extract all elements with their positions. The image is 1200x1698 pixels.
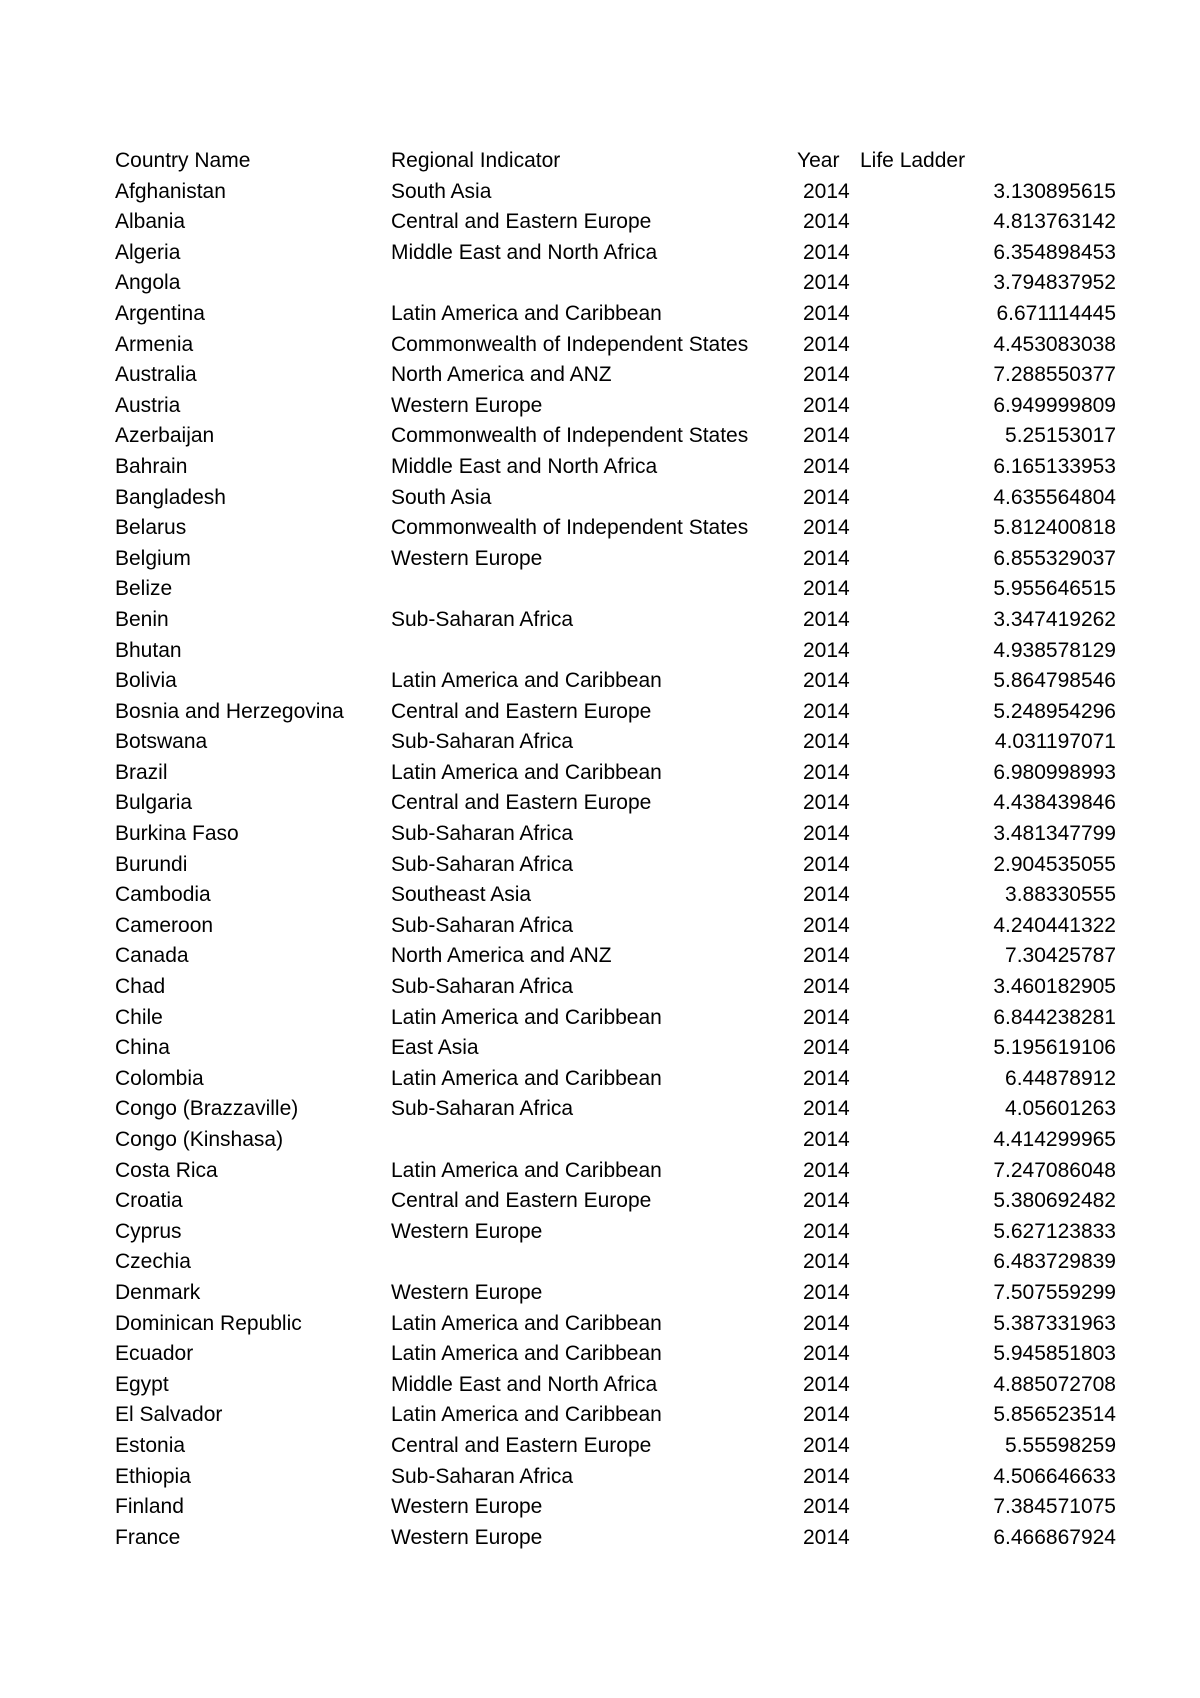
- table-row: [115, 1309, 1116, 1340]
- region-cell: Sub-Saharan Africa: [391, 607, 574, 631]
- country-cell: Belize: [115, 577, 173, 601]
- year-cell: 2014: [803, 944, 850, 968]
- country-cell: Bosnia and Herzegovina: [115, 699, 344, 723]
- year-cell: 2014: [803, 1250, 850, 1274]
- life-ladder-cell: 4.05601263: [1005, 1097, 1116, 1121]
- country-cell: Armenia: [115, 332, 194, 356]
- country-cell: Estonia: [115, 1433, 186, 1457]
- country-cell: Bahrain: [115, 454, 188, 478]
- region-cell: Middle East and North Africa: [391, 1372, 658, 1396]
- table-row: [115, 238, 1116, 269]
- country-cell: Congo (Kinshasa): [115, 1128, 284, 1151]
- region-cell: Sub-Saharan Africa: [391, 975, 574, 999]
- year-cell: 2014: [803, 516, 850, 540]
- year-cell: 2014: [803, 1158, 850, 1182]
- country-cell: Bangladesh: [115, 485, 226, 509]
- year-cell: 2014: [803, 363, 850, 387]
- life-ladder-cell: 3.347419262: [993, 607, 1116, 631]
- year-cell: 2014: [803, 883, 850, 907]
- life-ladder-cell: 4.635564804: [993, 485, 1116, 509]
- life-ladder-cell: 5.195619106: [993, 1036, 1116, 1060]
- country-cell: Chad: [115, 975, 166, 999]
- year-cell: 2014: [803, 577, 850, 601]
- region-cell: Sub-Saharan Africa: [391, 913, 574, 937]
- year-cell: 2014: [803, 791, 850, 815]
- table-row: [115, 1003, 1116, 1034]
- table-row: [115, 788, 1116, 819]
- life-ladder-cell: 3.130895615: [993, 179, 1116, 203]
- region-cell: South Asia: [391, 179, 492, 203]
- year-cell: 2014: [803, 546, 850, 570]
- table-row: [115, 1217, 1116, 1248]
- country-cell: Belarus: [115, 516, 187, 540]
- year-cell: 2014: [803, 852, 850, 876]
- region-cell: Latin America and Caribbean: [391, 301, 662, 325]
- life-ladder-cell: 7.288550377: [993, 363, 1116, 387]
- country-cell: Angola: [115, 271, 181, 295]
- region-cell: South Asia: [391, 485, 492, 509]
- country-cell: Algeria: [115, 240, 181, 264]
- life-ladder-cell: 2.904535055: [993, 852, 1116, 876]
- life-ladder-cell: 6.483729839: [993, 1250, 1116, 1274]
- country-cell: Canada: [115, 944, 189, 968]
- table-row: [115, 1400, 1116, 1431]
- life-ladder-cell: 6.671114445: [996, 301, 1116, 325]
- country-cell: Finland: [115, 1495, 184, 1519]
- table-row: [115, 1033, 1116, 1064]
- life-ladder-cell: 3.481347799: [993, 822, 1116, 846]
- life-ladder-cell: 5.856523514: [993, 1403, 1116, 1427]
- table-row: [115, 544, 1116, 575]
- region-cell: Latin America and Caribbean: [391, 1158, 662, 1182]
- year-cell: 2014: [803, 760, 850, 784]
- year-cell: 2014: [803, 913, 850, 937]
- region-cell: Latin America and Caribbean: [391, 669, 662, 693]
- year-cell: 2014: [803, 179, 850, 203]
- life-ladder-cell: 7.247086048: [993, 1158, 1116, 1182]
- region-cell: Western Europe: [391, 1219, 543, 1243]
- region-cell: Latin America and Caribbean: [391, 1311, 662, 1335]
- region-cell: Commonwealth of Independent States: [391, 332, 749, 356]
- country-cell: Belgium: [115, 546, 191, 570]
- year-cell: 2014: [803, 1433, 850, 1457]
- region-cell: North America and ANZ: [391, 944, 612, 968]
- table-row: [115, 452, 1116, 483]
- table-row: [115, 207, 1116, 238]
- life-ladder-cell: 6.354898453: [993, 240, 1116, 264]
- year-cell: 2014: [803, 607, 850, 631]
- region-cell: Western Europe: [391, 393, 543, 417]
- country-cell: France: [115, 1525, 181, 1549]
- table-row: [115, 330, 1116, 361]
- country-cell: Cyprus: [115, 1219, 182, 1243]
- year-cell: 2014: [803, 1280, 850, 1304]
- region-cell: Western Europe: [391, 1525, 543, 1549]
- country-cell: Brazil: [115, 760, 168, 784]
- region-cell: Central and Eastern Europe: [391, 210, 652, 234]
- region-cell: Commonwealth of Independent States: [391, 424, 749, 448]
- life-ladder-cell: 5.945851803: [993, 1342, 1116, 1366]
- life-ladder-cell: 6.855329037: [993, 546, 1116, 570]
- country-cell: Costa Rica: [115, 1158, 218, 1182]
- country-cell: Cameroon: [115, 913, 214, 937]
- country-cell: Chile: [115, 1005, 163, 1029]
- year-cell: 2014: [803, 332, 850, 356]
- country-cell: Dominican Republic: [115, 1311, 302, 1335]
- region-cell: Western Europe: [391, 1495, 543, 1519]
- table-row: [115, 1492, 1116, 1523]
- region-cell: Central and Eastern Europe: [391, 699, 652, 723]
- table-row: [115, 360, 1116, 391]
- life-ladder-cell: 5.380692482: [993, 1189, 1116, 1213]
- table-row: [115, 1523, 1116, 1554]
- year-cell: 2014: [803, 393, 850, 417]
- life-ladder-cell: 6.44878912: [1005, 1066, 1116, 1090]
- region-cell: Sub-Saharan Africa: [391, 1464, 574, 1488]
- life-ladder-cell: 3.460182905: [993, 975, 1116, 999]
- table-row: [115, 299, 1116, 330]
- table-row: [115, 850, 1116, 881]
- life-ladder-cell: 4.885072708: [993, 1372, 1116, 1396]
- country-cell: Bolivia: [115, 669, 177, 693]
- life-ladder-cell: 6.844238281: [993, 1005, 1116, 1029]
- year-cell: 2014: [803, 1128, 850, 1151]
- region-cell: Latin America and Caribbean: [391, 1066, 662, 1090]
- country-cell: Burkina Faso: [115, 822, 239, 846]
- country-cell: El Salvador: [115, 1403, 223, 1427]
- region-cell: Central and Eastern Europe: [391, 1433, 652, 1457]
- year-cell: 2014: [803, 454, 850, 478]
- life-ladder-cell: 6.466867924: [993, 1525, 1116, 1549]
- table-row: [115, 268, 1116, 299]
- life-ladder-cell: 7.384571075: [993, 1495, 1116, 1519]
- year-cell: 2014: [803, 730, 850, 754]
- table-row: [115, 421, 1116, 452]
- year-cell: 2014: [803, 822, 850, 846]
- table-row: [115, 972, 1116, 1003]
- country-cell: Azerbaijan: [115, 424, 215, 448]
- region-cell: Latin America and Caribbean: [391, 1005, 662, 1029]
- table-row: [115, 1278, 1116, 1309]
- year-cell: 2014: [803, 669, 850, 693]
- region-cell: Latin America and Caribbean: [391, 1342, 662, 1366]
- year-cell: 2014: [803, 271, 850, 295]
- country-cell: Croatia: [115, 1189, 183, 1213]
- table-row: [115, 1247, 1116, 1278]
- life-ladder-cell: 4.506646633: [993, 1464, 1116, 1488]
- header-life-ladder: Life Ladder: [860, 149, 966, 172]
- table-row: [115, 1339, 1116, 1370]
- year-cell: 2014: [803, 1005, 850, 1029]
- life-ladder-cell: 3.794837952: [993, 271, 1116, 295]
- country-cell: Bulgaria: [115, 791, 193, 815]
- header-year: Year: [797, 149, 840, 172]
- year-cell: 2014: [803, 1219, 850, 1243]
- life-ladder-cell: 3.88330555: [1005, 883, 1116, 907]
- country-cell: Czechia: [115, 1250, 191, 1274]
- country-cell: Albania: [115, 210, 186, 234]
- table-row: [115, 880, 1116, 911]
- life-ladder-cell: 6.980998993: [993, 760, 1116, 784]
- table-body: [115, 177, 1116, 1554]
- table-header-row: [115, 146, 1015, 177]
- year-cell: 2014: [803, 1066, 850, 1090]
- life-ladder-cell: 5.387331963: [993, 1311, 1116, 1335]
- country-cell: Congo (Brazzaville): [115, 1097, 299, 1121]
- life-ladder-cell: 6.949999809: [993, 393, 1116, 417]
- table-row: [115, 574, 1116, 605]
- table-row: [115, 636, 1116, 667]
- table-row: [115, 758, 1116, 789]
- year-cell: 2014: [803, 1403, 850, 1427]
- life-ladder-cell: 4.240441322: [993, 913, 1116, 937]
- data-table: [115, 146, 1116, 1553]
- year-cell: 2014: [803, 638, 850, 662]
- life-ladder-cell: 4.453083038: [993, 332, 1116, 356]
- table-row: [115, 697, 1116, 728]
- country-cell: Cambodia: [115, 883, 211, 907]
- table-row: [115, 1064, 1116, 1095]
- region-cell: Sub-Saharan Africa: [391, 730, 574, 754]
- life-ladder-cell: 5.55598259: [1005, 1433, 1116, 1457]
- life-ladder-cell: 5.955646515: [993, 577, 1116, 601]
- life-ladder-cell: 4.438439846: [993, 791, 1116, 815]
- table-row: [115, 819, 1116, 850]
- life-ladder-cell: 7.507559299: [993, 1280, 1116, 1304]
- table-row: [115, 1186, 1116, 1217]
- country-cell: Australia: [115, 363, 197, 387]
- country-cell: Benin: [115, 607, 169, 631]
- country-cell: Burundi: [115, 852, 188, 876]
- country-cell: Austria: [115, 393, 181, 417]
- region-cell: Latin America and Caribbean: [391, 1403, 662, 1427]
- table-row: [115, 513, 1116, 544]
- year-cell: 2014: [803, 1525, 850, 1549]
- region-cell: Sub-Saharan Africa: [391, 852, 574, 876]
- table-row: [115, 941, 1116, 972]
- year-cell: 2014: [803, 1495, 850, 1519]
- country-cell: Ethiopia: [115, 1464, 191, 1488]
- country-cell: Afghanistan: [115, 179, 226, 203]
- year-cell: 2014: [803, 240, 850, 264]
- region-cell: Middle East and North Africa: [391, 454, 658, 478]
- table-row: [115, 1431, 1116, 1462]
- year-cell: 2014: [803, 424, 850, 448]
- life-ladder-cell: 4.414299965: [993, 1128, 1116, 1151]
- region-cell: Latin America and Caribbean: [391, 760, 662, 784]
- life-ladder-cell: 5.248954296: [993, 699, 1116, 723]
- table-row: [115, 1462, 1116, 1493]
- year-cell: 2014: [803, 1311, 850, 1335]
- life-ladder-cell: 6.165133953: [993, 454, 1116, 478]
- country-cell: China: [115, 1036, 170, 1060]
- region-cell: Commonwealth of Independent States: [391, 516, 749, 540]
- header-regional-indicator: Regional Indicator: [391, 149, 561, 172]
- region-cell: East Asia: [391, 1036, 479, 1060]
- year-cell: 2014: [803, 699, 850, 723]
- region-cell: Southeast Asia: [391, 883, 532, 907]
- region-cell: Sub-Saharan Africa: [391, 822, 574, 846]
- table-row: [115, 911, 1116, 942]
- year-cell: 2014: [803, 485, 850, 509]
- year-cell: 2014: [803, 1372, 850, 1396]
- country-cell: Egypt: [115, 1372, 169, 1396]
- region-cell: Western Europe: [391, 1280, 543, 1304]
- table-row: [115, 605, 1116, 636]
- table-row: [115, 483, 1116, 514]
- table-row: [115, 1125, 1116, 1156]
- year-cell: 2014: [803, 301, 850, 325]
- country-cell: Argentina: [115, 301, 205, 325]
- year-cell: 2014: [803, 1097, 850, 1121]
- table-row: [115, 391, 1116, 422]
- table-row: [115, 1370, 1116, 1401]
- year-cell: 2014: [803, 1036, 850, 1060]
- country-cell: Colombia: [115, 1066, 204, 1090]
- year-cell: 2014: [803, 975, 850, 999]
- country-cell: Ecuador: [115, 1342, 194, 1366]
- life-ladder-cell: 5.864798546: [993, 669, 1116, 693]
- life-ladder-cell: 5.812400818: [993, 516, 1116, 540]
- life-ladder-cell: 4.813763142: [993, 210, 1116, 234]
- region-cell: Central and Eastern Europe: [391, 1189, 652, 1213]
- table-row: [115, 177, 1116, 208]
- region-cell: Central and Eastern Europe: [391, 791, 652, 815]
- year-cell: 2014: [803, 1189, 850, 1213]
- table-row: [115, 1094, 1116, 1125]
- region-cell: Middle East and North Africa: [391, 240, 658, 264]
- header-country-name: Country Name: [115, 149, 251, 172]
- year-cell: 2014: [803, 1342, 850, 1366]
- year-cell: 2014: [803, 210, 850, 234]
- life-ladder-cell: 4.031197071: [994, 730, 1116, 754]
- table-row: [115, 1156, 1116, 1187]
- life-ladder-cell: 5.627123833: [993, 1219, 1116, 1243]
- life-ladder-cell: 5.25153017: [1005, 424, 1116, 448]
- country-cell: Denmark: [115, 1280, 201, 1304]
- region-cell: Sub-Saharan Africa: [391, 1097, 574, 1121]
- life-ladder-cell: 4.938578129: [993, 638, 1116, 662]
- country-cell: Botswana: [115, 730, 208, 754]
- life-ladder-cell: 7.30425787: [1005, 944, 1116, 968]
- region-cell: North America and ANZ: [391, 363, 612, 387]
- table-row: [115, 727, 1116, 758]
- country-cell: Bhutan: [115, 638, 182, 662]
- year-cell: 2014: [803, 1464, 850, 1488]
- table-row: [115, 666, 1116, 697]
- region-cell: Western Europe: [391, 546, 543, 570]
